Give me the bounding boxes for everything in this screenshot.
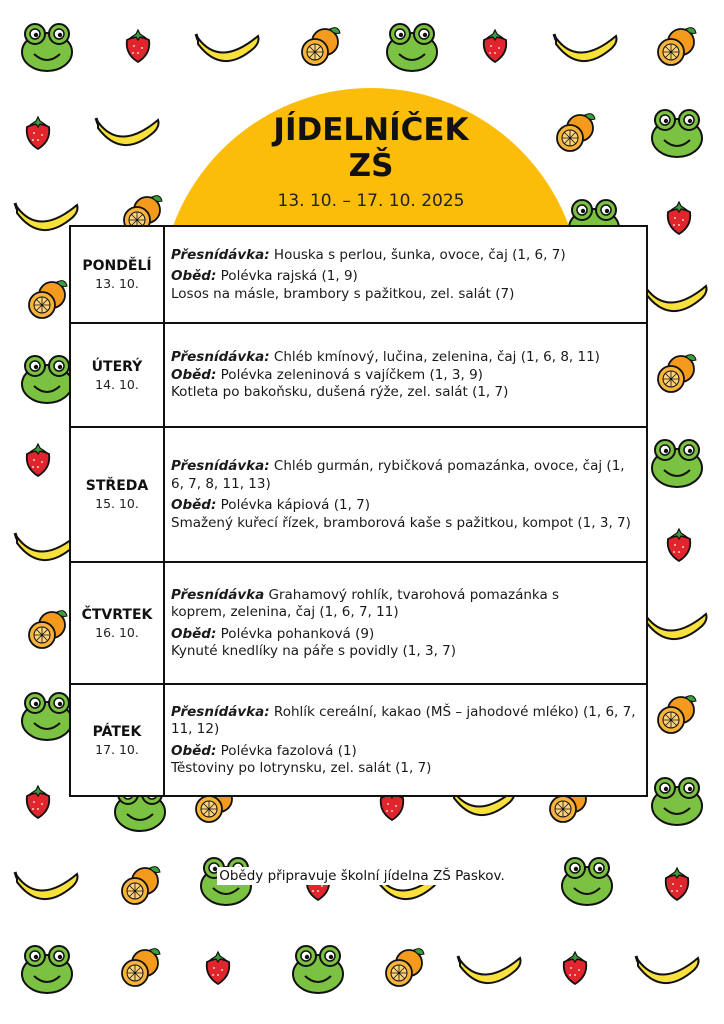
page-title	[160, 112, 582, 184]
orange-icon	[302, 28, 340, 65]
strawberry-icon	[668, 202, 691, 234]
orange-icon	[29, 611, 67, 648]
snack-label: Přesnídávka:	[171, 246, 270, 263]
strawberry-icon	[668, 529, 691, 561]
banana-icon	[644, 612, 707, 639]
lunch-soup: Polévka rajská (1, 9)	[216, 268, 358, 285]
day-name: ČTVRTEK	[81, 606, 153, 623]
day-cell	[70, 323, 164, 427]
frog-icon	[22, 946, 72, 993]
frog-icon	[387, 24, 437, 71]
meal-cell	[164, 562, 647, 684]
day-name: STŘEDA	[85, 478, 149, 494]
frog-icon	[652, 778, 702, 825]
frog-icon	[22, 24, 72, 71]
meal-cell	[164, 427, 647, 562]
lunch-main: Kotleta po bakoňsku, dušená rýže, zel. salát (1, 7)	[171, 384, 509, 401]
frog-icon	[652, 110, 702, 157]
lunch-soup: Polévka fazolová (1)	[216, 742, 357, 759]
banana-icon	[196, 34, 259, 61]
banana-icon	[554, 34, 617, 61]
lunch-main: Kynuté knedlíky na páře s povidly (1, 3, 7)	[171, 643, 457, 659]
title-line-2: ZŠ	[348, 148, 394, 184]
lunch-label: Oběd:	[171, 268, 217, 285]
lunch-soup: Polévka kápiová (1, 7)	[216, 497, 371, 513]
orange-icon	[658, 696, 696, 733]
strawberry-icon	[127, 30, 150, 62]
banana-icon	[644, 284, 707, 311]
snack-label: Přesnídávka:	[171, 458, 270, 474]
footer-text: Obědy připravuje školní jídelna ZŠ Paskov.	[219, 868, 505, 884]
frog-icon	[22, 693, 72, 740]
strawberry-icon	[27, 444, 50, 476]
date-range: 13. 10. – 17. 10. 2025	[277, 191, 465, 211]
lunch-main: Smažený kuřecí řízek, bramborová kaše s pažitkou, kompot (1, 3, 7)	[171, 514, 631, 531]
banana-icon	[96, 118, 159, 145]
table-row-tuesday	[70, 323, 647, 427]
lunch-main: Těstoviny po lotrynsku, zel. salát (1, 7)	[171, 760, 432, 776]
table-row-wednesday	[70, 427, 647, 562]
snack-label: Přesnídávka:	[171, 703, 270, 720]
table-row-thursday	[70, 562, 647, 684]
day-name: ÚTERÝ	[91, 358, 143, 375]
table-row-friday	[70, 684, 647, 796]
frog-icon	[652, 440, 702, 487]
snack-label: Přesnídávka:	[171, 349, 270, 366]
menu-table	[69, 225, 648, 797]
banana-icon	[458, 956, 521, 983]
snack-text: Houska s perlou, šunka, ovoce, čaj (1, 6, 7)	[269, 246, 566, 263]
day-date: 14. 10.	[95, 376, 139, 392]
day-date: 17. 10.	[95, 741, 139, 757]
lunch-main: Losos na másle, brambory s pažitkou, zel. salát (7)	[171, 285, 515, 302]
orange-icon	[29, 281, 67, 318]
orange-icon	[658, 28, 696, 65]
lunch-label: Oběd:	[171, 742, 217, 759]
orange-icon	[122, 949, 160, 986]
day-cell	[70, 226, 164, 323]
lunch-soup: Polévka pohanková (9)	[216, 625, 375, 642]
meal-cell	[164, 323, 647, 427]
snack-text: Chléb gurmán, rybičková pomazánka, ovoce, čaj (1, 6, 7, 8, 11, 13)	[171, 458, 625, 492]
day-date: 13. 10.	[95, 276, 139, 291]
snack-text: Grahamový rohlík, tvarohová pomazánka s koprem, zelenina, čaj (1, 6, 7, 11)	[171, 586, 560, 620]
lunch-label: Oběd:	[171, 497, 217, 513]
meal-cell	[164, 684, 647, 796]
day-name: PONDĚLÍ	[82, 258, 152, 274]
day-cell	[70, 427, 164, 562]
orange-icon	[386, 949, 424, 986]
strawberry-icon	[27, 786, 50, 818]
table-row-monday	[70, 226, 647, 323]
snack-label: Přesnídávka	[171, 586, 265, 603]
strawberry-icon	[564, 952, 587, 984]
strawberry-icon	[207, 952, 230, 984]
snack-text: Chléb kmínový, lučina, zelenina, čaj (1, 6, 8, 11)	[269, 349, 600, 366]
orange-icon	[658, 355, 696, 392]
footer-note	[0, 868, 724, 884]
day-date: 16. 10.	[95, 624, 139, 640]
day-name: PÁTEK	[92, 723, 142, 740]
strawberry-icon	[27, 117, 50, 149]
day-date: 15. 10.	[95, 496, 139, 511]
meal-cell	[164, 226, 647, 323]
day-cell	[70, 684, 164, 796]
lunch-soup: Polévka zeleninová s vajíčkem (1, 3, 9)	[216, 366, 483, 383]
strawberry-icon	[484, 30, 507, 62]
frog-icon	[22, 356, 72, 403]
lunch-label: Oběd:	[171, 366, 217, 383]
title-line-1: JÍDELNÍČEK	[273, 112, 469, 148]
frog-icon	[293, 946, 343, 993]
lunch-label: Oběd:	[171, 625, 217, 642]
day-cell	[70, 562, 164, 684]
snack-text: Rohlík cereální, kakao (MŠ – jahodové mléko) (1, 6, 7, 11, 12)	[171, 703, 636, 737]
banana-icon	[636, 956, 699, 983]
